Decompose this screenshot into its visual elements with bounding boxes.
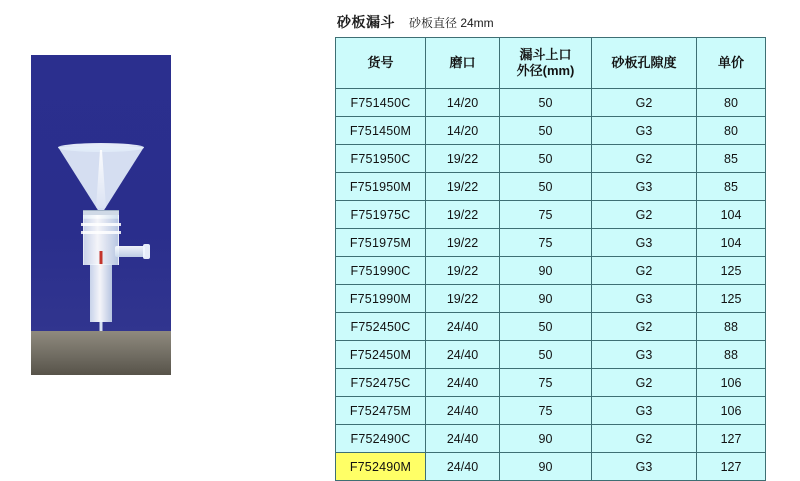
cell-code: F751450M	[336, 117, 426, 145]
cell-outer-diameter: 90	[500, 453, 592, 481]
cell-outer-diameter: 75	[500, 369, 592, 397]
table-row	[336, 173, 766, 201]
specification-table	[335, 37, 766, 481]
side-arm	[115, 246, 145, 257]
cell-outer-diameter: 50	[500, 173, 592, 201]
cell-joint: 19/22	[426, 285, 500, 313]
cell-outer-diameter: 90	[500, 285, 592, 313]
table-row	[336, 201, 766, 229]
cell-joint: 24/40	[426, 425, 500, 453]
cell-outer-diameter: 50	[500, 89, 592, 117]
cell-price: 125	[697, 257, 766, 285]
table-row	[336, 453, 766, 481]
table-row	[336, 229, 766, 257]
cell-price: 106	[697, 369, 766, 397]
table-row	[336, 89, 766, 117]
cell-code: F752490M	[336, 453, 426, 481]
cell-joint: 24/40	[426, 397, 500, 425]
cell-outer-diameter: 75	[500, 201, 592, 229]
cell-price: 127	[697, 425, 766, 453]
side-arm-tip	[143, 244, 150, 259]
table-row	[336, 117, 766, 145]
table-header	[336, 38, 766, 89]
table-row	[336, 285, 766, 313]
cell-code: F752450C	[336, 313, 426, 341]
bench-surface	[31, 331, 171, 375]
cell-joint: 19/22	[426, 229, 500, 257]
cell-joint: 24/40	[426, 341, 500, 369]
cell-code: F751990M	[336, 285, 426, 313]
cell-porosity: G3	[592, 453, 697, 481]
cell-price: 88	[697, 341, 766, 369]
cell-price: 80	[697, 117, 766, 145]
cell-outer-diameter: 50	[500, 145, 592, 173]
cell-code: F752475M	[336, 397, 426, 425]
product-title: 砂板漏斗	[337, 14, 395, 30]
cell-outer-diameter: 75	[500, 397, 592, 425]
table-row	[336, 341, 766, 369]
cell-code: F751975M	[336, 229, 426, 257]
column-header-outer-diameter-line2: 外径(mm)	[516, 63, 575, 78]
cell-code: F752475C	[336, 369, 426, 397]
photo-backdrop	[31, 55, 171, 375]
cell-joint: 19/22	[426, 201, 500, 229]
column-header-code: 货号	[336, 38, 426, 89]
product-subtitle: 砂板直径 24mm	[409, 16, 494, 30]
cell-code: F752490C	[336, 425, 426, 453]
cell-porosity: G2	[592, 89, 697, 117]
cell-porosity: G2	[592, 201, 697, 229]
cell-porosity: G3	[592, 341, 697, 369]
column-header-outer-diameter	[500, 38, 592, 89]
table-row	[336, 313, 766, 341]
cell-porosity: G2	[592, 145, 697, 173]
cell-price: 104	[697, 229, 766, 257]
funnel-stem	[90, 264, 112, 322]
joint-band-upper	[81, 223, 121, 226]
joint-band-lower	[81, 231, 121, 234]
cell-porosity: G2	[592, 313, 697, 341]
cell-joint: 19/22	[426, 173, 500, 201]
cell-price: 88	[697, 313, 766, 341]
cell-porosity: G2	[592, 425, 697, 453]
column-header-porosity: 砂板孔隙度	[592, 38, 697, 89]
table-caption	[335, 12, 765, 32]
cell-porosity: G3	[592, 173, 697, 201]
table-body	[336, 89, 766, 481]
cell-price: 106	[697, 397, 766, 425]
cell-porosity: G2	[592, 257, 697, 285]
cell-code: F751950C	[336, 145, 426, 173]
cell-joint: 19/22	[426, 145, 500, 173]
cell-code: F751990C	[336, 257, 426, 285]
cell-price: 85	[697, 173, 766, 201]
table-row	[336, 397, 766, 425]
cell-porosity: G3	[592, 285, 697, 313]
cell-porosity: G2	[592, 369, 697, 397]
cell-outer-diameter: 90	[500, 425, 592, 453]
cell-joint: 14/20	[426, 89, 500, 117]
cell-code: F751950M	[336, 173, 426, 201]
cell-joint: 14/20	[426, 117, 500, 145]
sintered-glass-funnel-photo	[31, 55, 171, 375]
cell-porosity: G3	[592, 229, 697, 257]
table-row	[336, 425, 766, 453]
cell-outer-diameter: 50	[500, 117, 592, 145]
cell-price: 85	[697, 145, 766, 173]
table-row	[336, 369, 766, 397]
cell-porosity: G3	[592, 397, 697, 425]
cell-code: F751975C	[336, 201, 426, 229]
cell-price: 125	[697, 285, 766, 313]
column-header-outer-diameter-line1: 漏斗上口	[519, 46, 572, 62]
cell-outer-diameter: 50	[500, 313, 592, 341]
cell-price: 127	[697, 453, 766, 481]
cell-joint: 24/40	[426, 453, 500, 481]
table-row	[336, 257, 766, 285]
cell-joint: 19/22	[426, 257, 500, 285]
column-header-joint: 磨口	[426, 38, 500, 89]
cell-price: 80	[697, 89, 766, 117]
cell-outer-diameter: 75	[500, 229, 592, 257]
cell-code: F751450C	[336, 89, 426, 117]
cell-joint: 24/40	[426, 313, 500, 341]
column-header-price: 单价	[697, 38, 766, 89]
cell-outer-diameter: 90	[500, 257, 592, 285]
table-header-row	[336, 38, 766, 89]
cell-code: F752450M	[336, 341, 426, 369]
cell-joint: 24/40	[426, 369, 500, 397]
cell-outer-diameter: 50	[500, 341, 592, 369]
specification-block	[335, 12, 765, 481]
cell-price: 104	[697, 201, 766, 229]
cell-porosity: G3	[592, 117, 697, 145]
table-row	[336, 145, 766, 173]
